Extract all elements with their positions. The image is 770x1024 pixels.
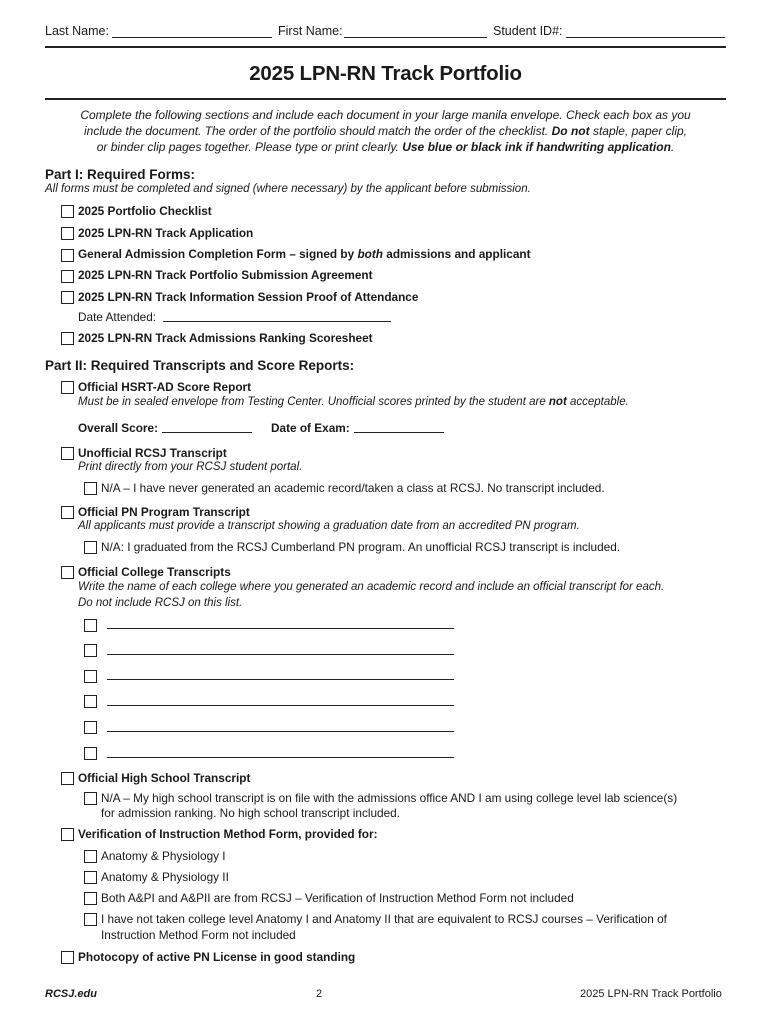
college-name-field-4[interactable] — [107, 705, 454, 706]
high-school-na-line-1: N/A – My high school transcript is on file with the admissions office AND I am using college level lab science(s) — [101, 791, 678, 805]
item-info-session: 2025 LPN-RN Track Information Session Proof of Attendance — [78, 290, 419, 304]
checkbox-college-3[interactable] — [84, 670, 97, 683]
hsrt-note: Must be in sealed envelope from Testing Center. Unofficial scores printed by the student are not acceptable. — [78, 396, 629, 408]
instructions-line-3: or binder clip pages together. Please type or print clearly. Use blue or black ink if handwriting application. — [96, 140, 675, 154]
header-rule — [45, 46, 726, 48]
item-hsrt: Official HSRT-AD Score Report — [78, 380, 252, 394]
checkbox-track-application[interactable] — [61, 227, 74, 240]
date-attended-label: Date Attended: — [78, 310, 157, 324]
date-attended-field[interactable] — [163, 321, 391, 322]
college-note-2: Do not include RCSJ on this list. — [78, 597, 243, 609]
item-ranking-scoresheet: 2025 LPN-RN Track Admissions Ranking Scoresheet — [78, 331, 373, 345]
college-name-field-6[interactable] — [107, 757, 454, 758]
pn-na-text: N/A: I graduated from the RCSJ Cumberland PN program. An unofficial RCSJ transcript is included. — [101, 540, 621, 554]
part2-heading: Part II: Required Transcripts and Score Reports: — [45, 358, 355, 373]
date-of-exam-label: Date of Exam: — [271, 421, 350, 435]
college-note-1: Write the name of each college where you generated an academic record and include an official transcript for each. — [78, 581, 665, 593]
checkbox-college-6[interactable] — [84, 747, 97, 760]
item-portfolio-checklist: 2025 Portfolio Checklist — [78, 204, 212, 218]
first-name-label: First Name: — [278, 24, 343, 38]
overall-score-field[interactable] — [162, 432, 252, 433]
checkbox-both-rcsj[interactable] — [84, 892, 97, 905]
date-of-exam-field[interactable] — [354, 432, 444, 433]
checkbox-rcsj-transcript[interactable] — [61, 447, 74, 460]
checkbox-college-4[interactable] — [84, 695, 97, 708]
checkbox-high-school-na[interactable] — [84, 792, 97, 805]
anatomy-2-text: Anatomy & Physiology II — [101, 870, 229, 884]
item-pn-transcript: Official PN Program Transcript — [78, 505, 250, 519]
checkbox-verification-form[interactable] — [61, 828, 74, 841]
checkbox-high-school-transcript[interactable] — [61, 772, 74, 785]
last-name-field[interactable] — [112, 37, 272, 38]
page-title: 2025 LPN-RN Track Portfolio — [249, 62, 522, 85]
footer-page-number: 2 — [316, 988, 323, 1000]
instructions-line-1: Complete the following sections and include each document in your large manila envelope. Check each box as you — [80, 108, 691, 122]
part1-note: All forms must be completed and signed (where necessary) by the applicant before submission. — [45, 183, 531, 195]
checkbox-not-taken[interactable] — [84, 913, 97, 926]
checkbox-rcsj-na[interactable] — [84, 482, 97, 495]
item-track-application: 2025 LPN-RN Track Application — [78, 226, 254, 240]
item-verification-form: Verification of Instruction Method Form, provided for: — [78, 827, 378, 841]
checkbox-submission-agreement[interactable] — [61, 270, 74, 283]
student-info-header — [45, 22, 725, 40]
rcsj-note: Print directly from your RCSJ student portal. — [78, 461, 303, 473]
item-college-transcripts: Official College Transcripts — [78, 565, 231, 579]
title-rule — [45, 98, 726, 100]
checkbox-college-2[interactable] — [84, 644, 97, 657]
student-id-field[interactable] — [566, 37, 725, 38]
high-school-na-line-2: for admission ranking. No high school transcript included. — [101, 806, 401, 820]
checkbox-college-transcripts[interactable] — [61, 566, 74, 579]
footer-doc-title: 2025 LPN-RN Track Portfolio — [580, 988, 722, 1000]
part1-heading: Part I: Required Forms: — [45, 167, 196, 182]
rcsj-na-text: N/A – I have never generated an academic record/taken a class at RCSJ. No transcript included. — [101, 481, 605, 495]
first-name-field[interactable] — [344, 37, 487, 38]
item-high-school-transcript: Official High School Transcript — [78, 771, 251, 785]
checkbox-portfolio-checklist[interactable] — [61, 205, 74, 218]
checkbox-college-1[interactable] — [84, 619, 97, 632]
checkbox-info-session[interactable] — [61, 291, 74, 304]
not-taken-line-1: I have not taken college level Anatomy I and Anatomy II that are equivalent to RCSJ courses – Verification of — [101, 912, 667, 926]
checkbox-hsrt[interactable] — [61, 381, 74, 394]
checkbox-pn-na[interactable] — [84, 541, 97, 554]
checkbox-ranking-scoresheet[interactable] — [61, 332, 74, 345]
student-id-label: Student ID#: — [493, 24, 563, 38]
college-name-field-2[interactable] — [107, 654, 454, 655]
college-name-field-1[interactable] — [107, 628, 454, 629]
college-name-field-3[interactable] — [107, 679, 454, 680]
both-rcsj-text: Both A&PI and A&PII are from RCSJ – Verification of Instruction Method Form not included — [101, 891, 574, 905]
anatomy-1-text: Anatomy & Physiology I — [101, 849, 226, 863]
pn-note: All applicants must provide a transcript showing a graduation date from an accredited PN program. — [78, 520, 580, 532]
overall-score-label: Overall Score: — [78, 421, 158, 435]
not-taken-line-2: Instruction Method Form not included — [101, 928, 296, 942]
last-name-label: Last Name: — [45, 24, 109, 38]
checkbox-anatomy-1[interactable] — [84, 850, 97, 863]
checkbox-anatomy-2[interactable] — [84, 871, 97, 884]
footer-website: RCSJ.edu — [45, 988, 97, 1000]
instructions-line-2: include the document. The order of the portfolio should match the order of the checklist. Do not staple, paper clip, — [84, 124, 687, 138]
college-name-field-5[interactable] — [107, 731, 454, 732]
checkbox-general-admission-form[interactable] — [61, 249, 74, 262]
item-rcsj-transcript: Unofficial RCSJ Transcript — [78, 446, 227, 460]
checkbox-pn-license[interactable] — [61, 951, 74, 964]
item-pn-license: Photocopy of active PN License in good standing — [78, 950, 356, 964]
checkbox-pn-transcript[interactable] — [61, 506, 74, 519]
item-submission-agreement: 2025 LPN-RN Track Portfolio Submission Agreement — [78, 268, 373, 282]
checkbox-college-5[interactable] — [84, 721, 97, 734]
instructions — [60, 107, 711, 155]
item-general-admission-form: General Admission Completion Form – signed by both admissions and applicant — [78, 247, 531, 261]
